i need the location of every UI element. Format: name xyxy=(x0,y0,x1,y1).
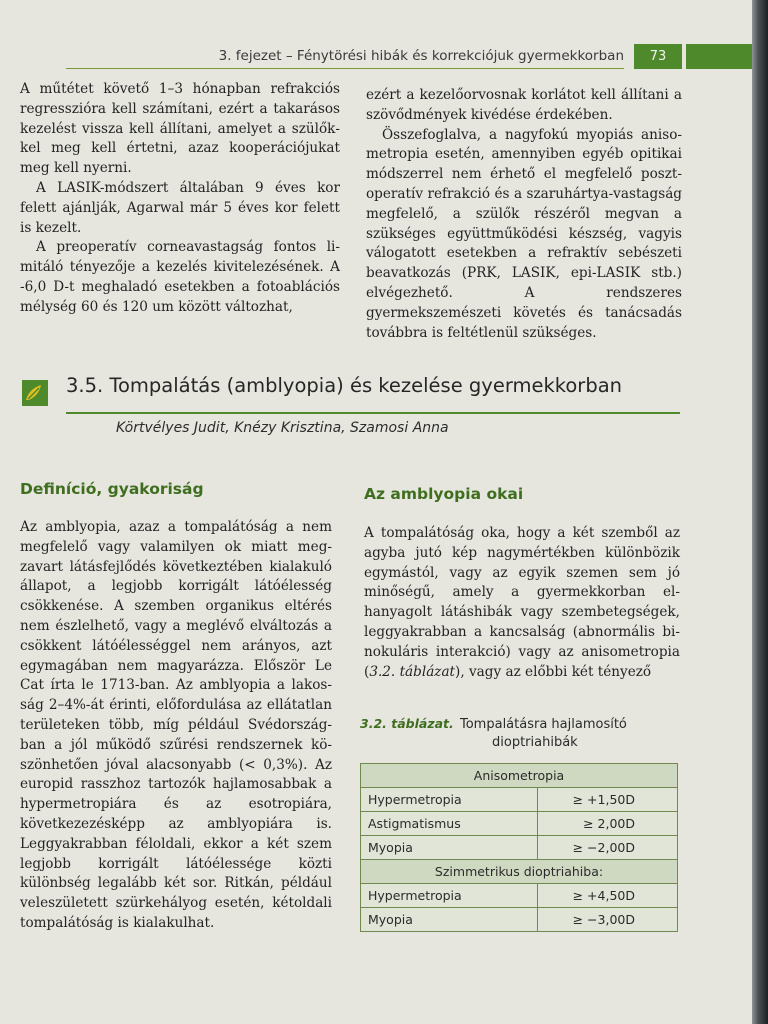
causes-column xyxy=(364,524,680,682)
section-rule xyxy=(66,412,680,414)
running-header xyxy=(0,44,752,70)
table-cell-label: Astigmatismus xyxy=(361,812,538,836)
table-caption xyxy=(460,716,680,752)
top-left-column xyxy=(20,80,340,318)
paragraph: A LASIK-módszert általában 9 éves kor felett ajánlják, Agarwal már 5 éves kor felett is kezelt. xyxy=(20,179,340,236)
table-cell-label: Hypermetropia xyxy=(361,884,538,908)
header-accent-bar xyxy=(686,44,752,69)
table-reference: 3.2. táblázat xyxy=(369,663,456,680)
definition-paragraph: Az amblyopia, azaz a tompalátóság a nem megfelelő vagy valamilyen ok miatt megzavart látásfejlődés következtében kialakuló állapot, a legjobb korrigált látóélesség csökkenése. A szemben organikus eltérés nem észlelhető, vagy a meglévő elváltozás a csökkent látóélességgel nem arányos, azt egymagában nem magyarázza. Először Le Cat írta le 1713-ban. Az amblyopia a lakosság 2–4%-át érinti, előfordulása az ellátatlan területeken több, míg például Svédországban a jól működő szűrési rendszernek köszönhetően jóval alacsonyabb (< 0,3%). Az europid rasszhoz tartozók hajlamosabbak a hypermetropiára és az esotropiára, következezésképp az amblyopiára is. Leggyakrabban féloldali, ekkor a két szem legjobb korrigált látóélessége közti különbség legalább két sor. Ritkán, például veleszületett szürkehályog esetén, kétoldali tompalátóság is kialakulhat. xyxy=(20,519,332,931)
section-title: 3.5. Tompalátás (amblyopia) és kezelése gyermekkorban xyxy=(66,374,623,397)
table-cell-value: ≥ −3,00D xyxy=(538,908,678,932)
section-authors: Körtvélyes Judit, Knézy Krisztina, Szamosi Anna xyxy=(116,420,449,436)
section-leaf-icon xyxy=(22,380,48,406)
table-group-row xyxy=(361,764,678,788)
paragraph: A preoperatív corneavastagság fontos limitáló tényezője a kezelés kivitelezésének. A -6,0 D-t meghaladó esetekben a fotoablációs mélység 60 és 120 um között változhat, xyxy=(20,239,340,315)
table-cell-value: ≥ +1,50D xyxy=(538,788,678,812)
table-cell-value: ≥ 2,00D xyxy=(538,812,678,836)
page-edge-shadow xyxy=(752,0,768,1024)
header-rule xyxy=(66,68,624,69)
causes-text-end: ), vagy az előbbi két tényező xyxy=(455,663,652,680)
table-cell-value: ≥ +4,50D xyxy=(538,884,678,908)
definition-heading: Definíció, gyakoriság xyxy=(20,480,204,498)
causes-heading: Az amblyopia okai xyxy=(364,485,524,503)
definition-column xyxy=(20,518,332,934)
table-cell-value: ≥ −2,00D xyxy=(538,836,678,860)
causes-text: A tompalátóság oka, hogy a két szemből az agyba jutó kép nagymértékben különbözik egymástól, vagy az egyik szemen sem jó minőségű, amely a gyermekkorban elhanyagolt látáshibák vagy szembetegségek, leggyakrabban a kancsalság (abnormális binokuláris interakció) vagy az anisometropia ( xyxy=(364,525,680,680)
dioptria-table xyxy=(360,763,678,932)
table-caption-label: 3.2. táblázat. xyxy=(360,716,454,731)
table-cell-label: Myopia xyxy=(361,836,538,860)
table-row xyxy=(361,788,678,812)
table-row xyxy=(361,812,678,836)
chapter-title: 3. fejezet – Fénytörési hibák és korrekciójuk gyermekkorban xyxy=(218,48,624,64)
table-row xyxy=(361,836,678,860)
page-number: 73 xyxy=(634,44,682,69)
table-caption-line: dioptriahibák xyxy=(492,735,578,750)
table-group-header: Anisometropia xyxy=(361,764,678,788)
table-caption-line: Tompalátásra hajlamosító xyxy=(460,717,627,732)
table-row xyxy=(361,908,678,932)
table-row xyxy=(361,884,678,908)
table-group-row xyxy=(361,860,678,884)
paragraph: A műtétet követő 1–3 hónapban refrakciós regresszióra kell számítani, ezért a takarásos kezelést vissza kell állítani, amelyet a szülőkkel meg kell értetni, azaz kooperációjukat meg kell nyerni. xyxy=(20,81,340,177)
table-cell-label: Myopia xyxy=(361,908,538,932)
causes-paragraph xyxy=(364,524,680,682)
table-group-header: Szimmetrikus dioptriahiba: xyxy=(361,860,678,884)
table-cell-label: Hypermetropia xyxy=(361,788,538,812)
paragraph: Összefoglalva, a nagyfokú myopiás anisometropia esetén, amennyiben egyéb opitikai módszerrel nem érhető el megfelelő posztoperatív refrakció és a szaruhártya-vastagság megfelelő, a szülők részéről megvan a szükséges együttműködési készség, vagyis válogatott esetekben a refraktív sebészeti beavatkozás (PRK, LASIK, epi-LASIK stb.) elvégezhető. A rendszeres gyermekszemészeti követés és tanácsadás továbbra is feltétlenül szükséges. xyxy=(366,126,682,341)
paragraph: ezért a kezelőorvosnak korlátot kell állítani a szövődmények kivédése érdekében. xyxy=(366,87,682,123)
top-right-column xyxy=(366,86,682,343)
